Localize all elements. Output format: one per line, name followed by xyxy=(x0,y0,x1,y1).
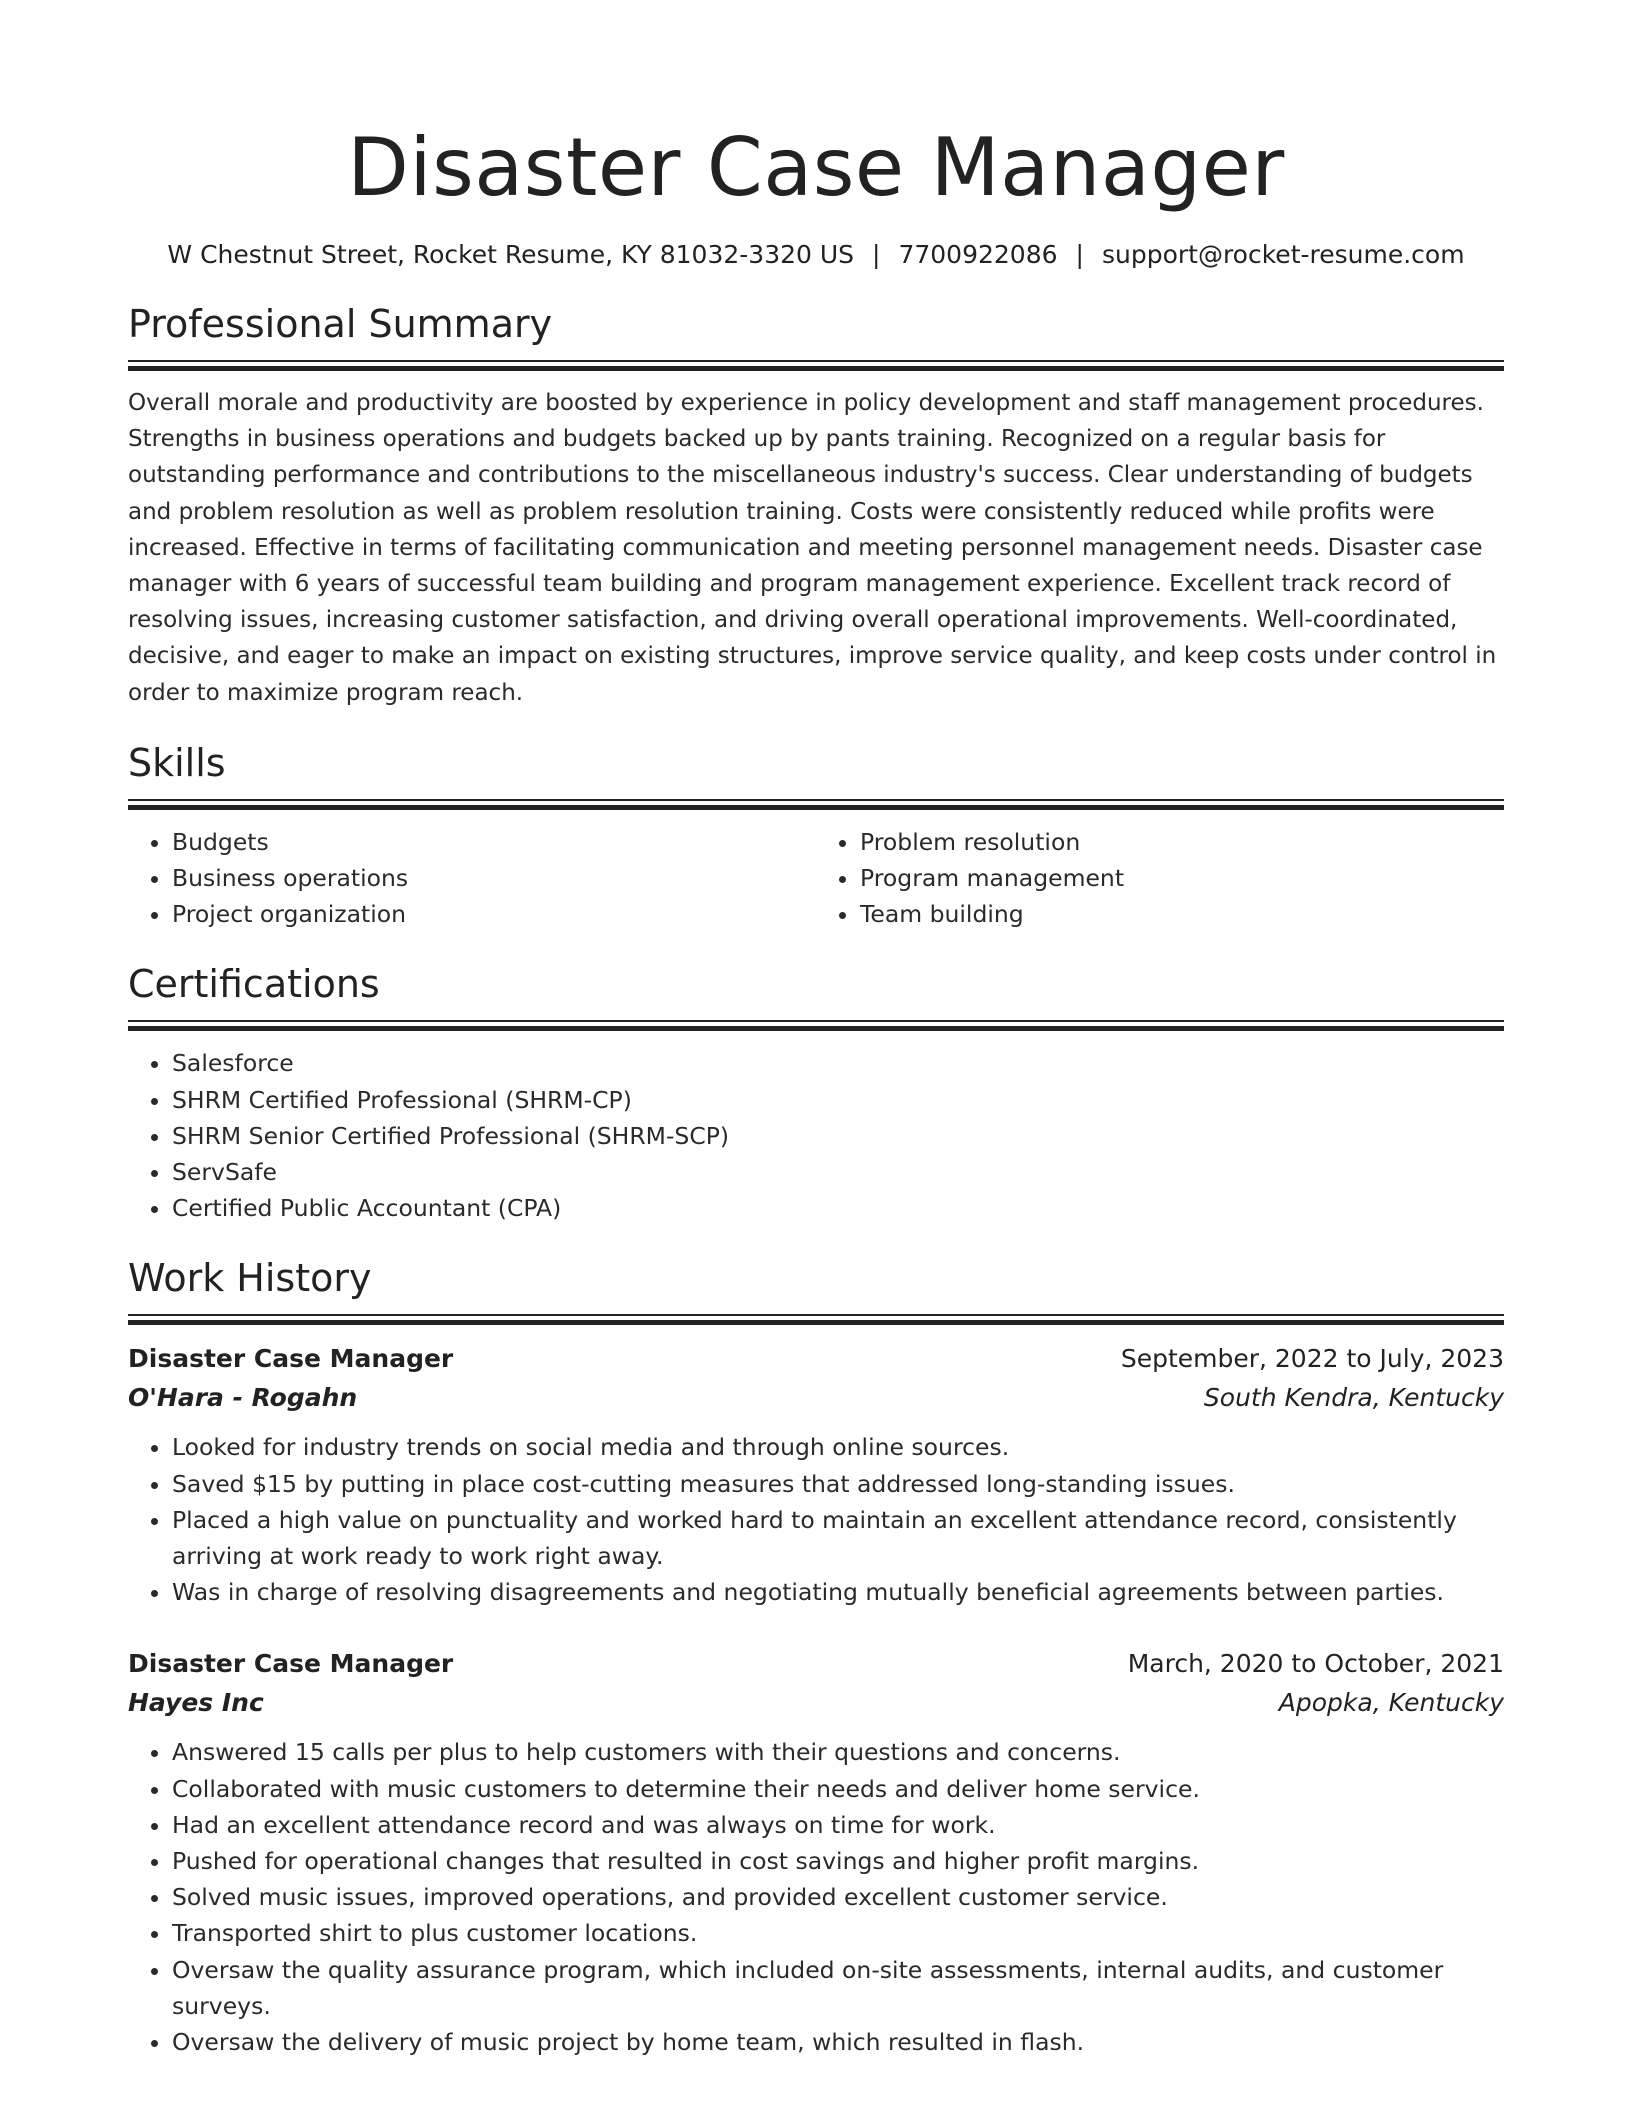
job-company: Hayes Inc xyxy=(128,1688,264,1718)
section-title-work-history: Work History xyxy=(128,1256,372,1301)
skills-section xyxy=(128,739,1504,933)
contact-email: support@rocket-resume.com xyxy=(1101,240,1465,269)
certifications-section xyxy=(128,960,1504,1226)
job-bullet: • Looked for industry trends on social media and through online sources. xyxy=(172,1429,1504,1465)
job-bullet: • Collaborated with music customers to determine their needs and deliver home service. xyxy=(172,1771,1504,1807)
skill-item: • Team building xyxy=(860,896,1504,932)
job-bullet: • Answered 15 calls per plus to help customers with their questions and concerns. xyxy=(172,1734,1504,1770)
job-bullets xyxy=(128,1734,1504,2060)
skills-list-left xyxy=(128,824,816,933)
section-divider xyxy=(128,1020,1504,1031)
summary-text: Overall morale and productivity are boosted by experience in policy development and staff management procedures. Strengths in business operations and budgets backed up by pants training. Recognized on a regular basis for outstanding performance and contributions to the miscellaneous industry's success. Clear understanding of budgets and problem resolution as well as problem resolution training. Costs were consistently reduced while profits were increased. Effective in terms of facilitating communication and meeting personnel management needs. Disaster case manager with 6 years of successful team building and program management experience. Excellent track record of resolving issues, increasing customer satisfaction, and driving overall operational improvements. Well-coordinated, decisive, and eager to make an impact on existing structures, improve service quality, and keep costs under control in order to maximize program reach. xyxy=(128,390,1497,706)
job-company-row xyxy=(128,1378,1504,1417)
job-bullet: • Was in charge of resolving disagreements and negotiating mutually beneficial agreements between parties. xyxy=(172,1574,1504,1610)
job-title: Disaster Case Manager xyxy=(128,1344,454,1374)
skill-item: • Project organization xyxy=(172,896,816,932)
section-divider xyxy=(128,799,1504,810)
job-bullet: • Pushed for operational changes that resulted in cost savings and higher profit margins. xyxy=(172,1843,1504,1879)
job-location: Apopka, Kentucky xyxy=(1278,1688,1504,1718)
job-bullet: • Placed a high value on punctuality and worked hard to maintain an excellent attendance record, consistently arriving at work ready to work right away. xyxy=(172,1502,1504,1574)
job-bullet: • Had an excellent attendance record and was always on time for work. xyxy=(172,1807,1504,1843)
job-bullets xyxy=(128,1429,1504,1610)
job-entry xyxy=(128,1644,1504,2060)
section-divider xyxy=(128,360,1504,371)
skill-item: • Budgets xyxy=(172,824,816,860)
job-dates: March, 2020 to October, 2021 xyxy=(1127,1649,1504,1679)
section-divider xyxy=(128,1314,1504,1325)
job-company: O'Hara - Rogahn xyxy=(128,1383,358,1413)
job-entry xyxy=(128,1339,1504,1610)
skills-columns xyxy=(128,824,1504,933)
job-header-row xyxy=(128,1644,1504,1683)
skill-item: • Problem resolution xyxy=(860,824,1504,860)
certification-item: • Certified Public Accountant (CPA) xyxy=(172,1190,1504,1226)
contact-address: W Chestnut Street, Rocket Resume, KY 81032-3320 US xyxy=(167,240,855,269)
section-title-skills: Skills xyxy=(128,740,226,785)
certification-item: • SHRM Senior Certified Professional (SHRM-SCP) xyxy=(172,1118,1504,1154)
contact-line xyxy=(128,238,1504,272)
certification-item: • ServSafe xyxy=(172,1154,1504,1190)
contact-separator: | xyxy=(872,240,881,269)
certifications-list xyxy=(128,1045,1504,1226)
certification-item: • SHRM Certified Professional (SHRM-CP) xyxy=(172,1082,1504,1118)
contact-phone: 7700922086 xyxy=(898,240,1058,269)
work-history-section xyxy=(128,1254,1504,2060)
skill-item: • Business operations xyxy=(172,860,816,896)
contact-separator: | xyxy=(1075,240,1084,269)
job-title: Disaster Case Manager xyxy=(128,1649,454,1679)
section-title-summary: Professional Summary xyxy=(128,302,553,346)
job-company-row xyxy=(128,1683,1504,1722)
section-title-certifications: Certifications xyxy=(128,962,380,1007)
job-location: South Kendra, Kentucky xyxy=(1203,1383,1504,1413)
certification-item: • Salesforce xyxy=(172,1045,1504,1081)
summary-section xyxy=(128,300,1504,711)
skills-list-right xyxy=(816,824,1504,933)
job-bullet: • Transported shirt to plus customer locations. xyxy=(172,1915,1504,1951)
job-bullet: • Solved music issues, improved operations, and provided excellent customer service. xyxy=(172,1879,1504,1915)
job-bullet: • Oversaw the quality assurance program, which included on-site assessments, internal audits, and customer surveys. xyxy=(172,1952,1504,2024)
job-dates: September, 2022 to July, 2023 xyxy=(1120,1344,1504,1374)
skill-item: • Program management xyxy=(860,860,1504,896)
job-header-row xyxy=(128,1339,1504,1378)
job-bullet: • Oversaw the delivery of music project by home team, which resulted in flash. xyxy=(172,2024,1504,2060)
job-bullet: • Saved $15 by putting in place cost-cutting measures that addressed long-standing issues. xyxy=(172,1466,1504,1502)
resume-name: Disaster Case Manager xyxy=(347,121,1285,214)
